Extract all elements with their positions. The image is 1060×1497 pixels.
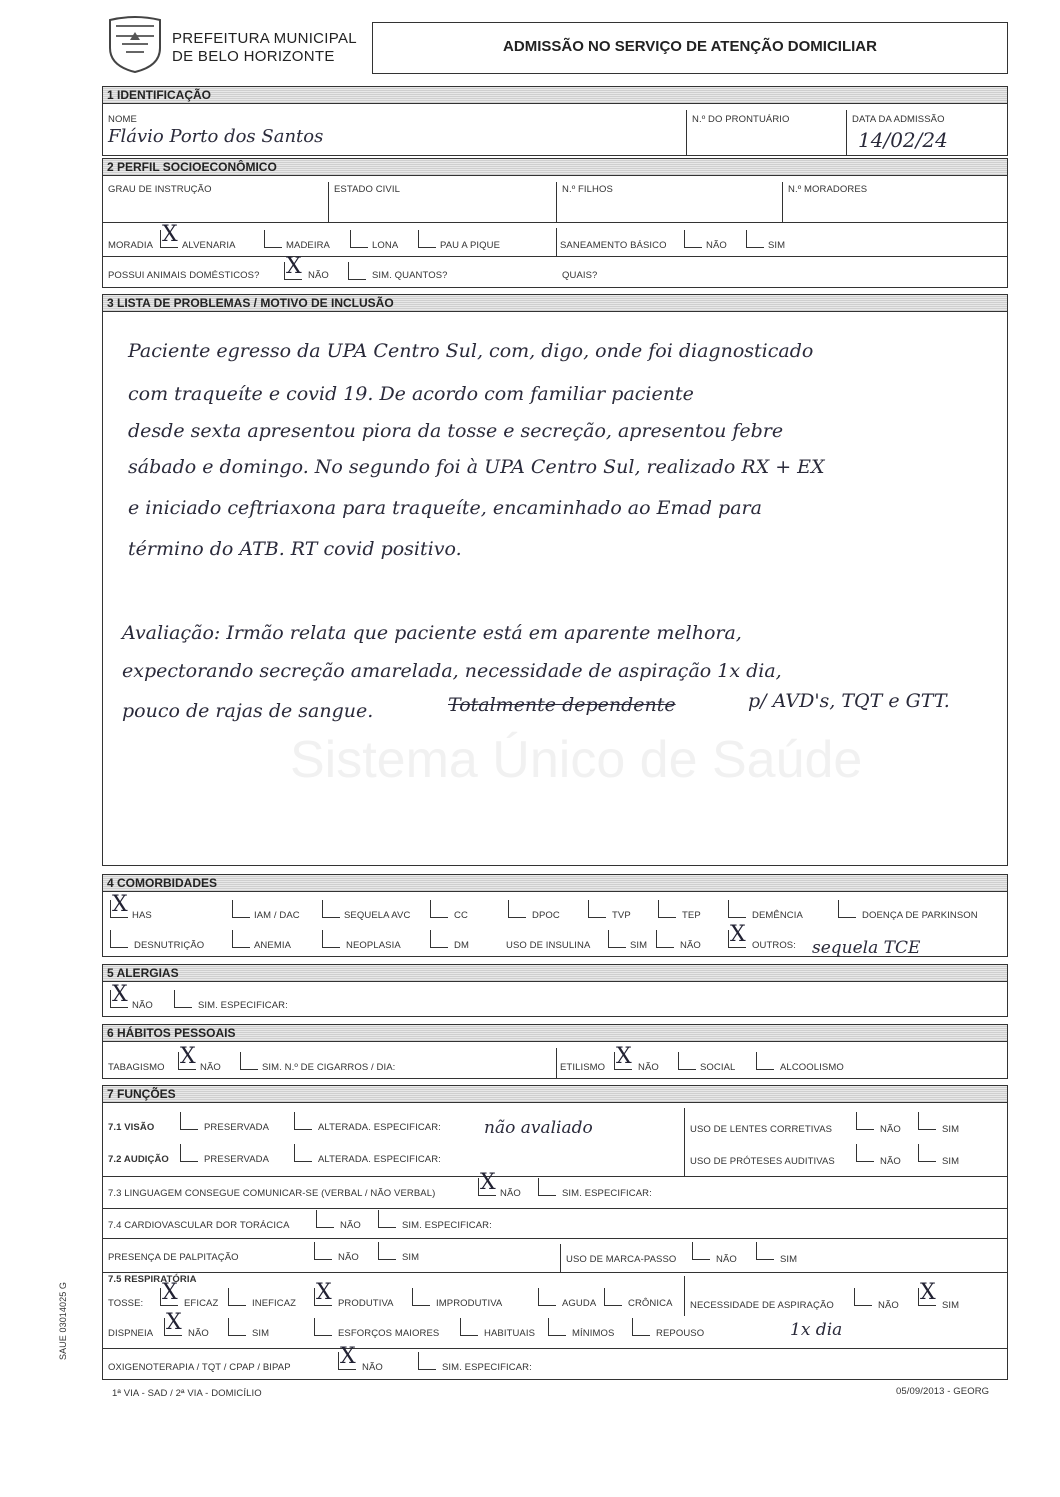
linguagem-nao-label: NÃO xyxy=(500,1188,521,1199)
desnutricao-label: DESNUTRIÇÃO xyxy=(134,940,205,951)
side-code: SAUE 03014025 G xyxy=(58,1281,69,1361)
lentes-label: USO DE LENTES CORRETIVAS xyxy=(690,1124,833,1135)
narrative-line-3: desde sexta apresentou piora da tosse e secreção, apresentou febre xyxy=(128,420,784,442)
tabagismo-nao-label: NÃO xyxy=(200,1062,221,1073)
marcapasso-nao-label: NÃO xyxy=(716,1254,737,1265)
dispneia-label: DISPNEIA xyxy=(108,1328,154,1339)
saneamento-sim-label: SIM xyxy=(768,240,786,251)
watermark-text: Sistema Único de Saúde xyxy=(290,731,863,789)
narrative-line-6: término do ATB. RT covid positivo. xyxy=(128,538,462,560)
saneamento-label: SANEAMENTO BÁSICO xyxy=(560,240,667,251)
animais-label: POSSUI ANIMAIS DOMÉSTICOS? xyxy=(108,270,260,281)
dispneia-minimos-checkbox[interactable] xyxy=(548,1318,566,1336)
tosse-label: TOSSE: xyxy=(108,1298,144,1309)
cardio-label: 7.4 CARDIOVASCULAR DOR TORÁCICA xyxy=(108,1220,290,1231)
cc-checkbox[interactable] xyxy=(430,900,448,918)
alergias-sim-checkbox[interactable] xyxy=(174,990,192,1008)
neoplasia-label: NEOPLASIA xyxy=(346,940,401,951)
narrative-line-4: sábado e domingo. No segundo foi à UPA Centro Sul, realizado RX + EX xyxy=(128,456,825,478)
evaluation-struck-text: Totalmente dependente xyxy=(448,694,676,716)
dispneia-sim-checkbox[interactable] xyxy=(228,1318,246,1336)
madeira-checkbox[interactable] xyxy=(264,230,282,248)
tvp-checkbox[interactable] xyxy=(588,900,606,918)
lentes-nao-label: NÃO xyxy=(880,1124,901,1135)
tosse-produtiva-checkbox[interactable] xyxy=(314,1288,332,1306)
proteses-label: USO DE PRÓTESES AUDITIVAS xyxy=(690,1156,835,1167)
tosse-produtiva-label: PRODUTIVA xyxy=(338,1298,394,1309)
section-perfil-header: 2 PERFIL SOCIOECONÔMICO xyxy=(102,158,1008,176)
form-title: ADMISSÃO NO SERVIÇO DE ATENÇÃO DOMICILIAR xyxy=(503,38,877,55)
marcapasso-sim-checkbox[interactable] xyxy=(756,1242,774,1260)
oxigenoterapia-sim-checkbox[interactable] xyxy=(418,1352,436,1370)
section-habitos-body xyxy=(102,1041,1008,1079)
alergias-nao-label: NÃO xyxy=(132,1000,153,1011)
aspiracao-label: NECESSIDADE DE ASPIRAÇÃO xyxy=(690,1300,834,1311)
aspiracao-nao-checkbox[interactable] xyxy=(854,1288,872,1306)
oxigenoterapia-nao-checkbox[interactable] xyxy=(338,1352,356,1370)
evaluation-line-3-tail: p/ AVD's, TQT e GTT. xyxy=(748,690,950,712)
oxigenoterapia-nao-label: NÃO xyxy=(362,1362,383,1373)
visao-preservada-checkbox[interactable] xyxy=(180,1112,198,1130)
tep-label: TEP xyxy=(682,910,701,921)
section-problemas-header: 3 LISTA DE PROBLEMAS / MOTIVO DE INCLUSÃO xyxy=(102,294,1008,312)
moradia-label: MORADIA xyxy=(108,240,154,251)
dm-label: DM xyxy=(454,940,469,951)
animais-nao-checkbox[interactable] xyxy=(284,262,302,280)
audicao-preservada-label: PRESERVADA xyxy=(204,1154,270,1165)
outros-checkbox[interactable] xyxy=(728,930,746,948)
cardio-sim-checkbox[interactable] xyxy=(378,1210,396,1228)
insulina-nao-label: NÃO xyxy=(680,940,701,951)
dispneia-sim-label: SIM xyxy=(252,1328,270,1339)
neoplasia-checkbox[interactable] xyxy=(322,930,340,948)
linguagem-nao-checkbox[interactable] xyxy=(478,1178,496,1196)
tosse-eficaz-label: EFICAZ xyxy=(184,1298,219,1309)
section-identificacao-header: 1 IDENTIFICAÇÃO xyxy=(102,86,1008,104)
marcapasso-nao-checkbox[interactable] xyxy=(692,1242,710,1260)
tosse-cronica-label: CRÔNICA xyxy=(628,1298,673,1309)
logo xyxy=(104,14,166,74)
nome-value[interactable]: Flávio Porto dos Santos xyxy=(108,126,324,147)
linguagem-sim-label: SIM. ESPECIFICAR: xyxy=(562,1188,652,1199)
audicao-alterada-label: ALTERADA. ESPECIFICAR: xyxy=(318,1154,441,1165)
org-name-line2: DE BELO HORIZONTE xyxy=(172,48,335,65)
pau-a-pique-checkbox[interactable] xyxy=(418,230,436,248)
dispneia-nao-label: NÃO xyxy=(188,1328,209,1339)
etilismo-alcoolismo-label: ALCOOLISMO xyxy=(780,1062,844,1073)
tosse-ineficaz-label: INEFICAZ xyxy=(252,1298,297,1309)
linguagem-sim-checkbox[interactable] xyxy=(538,1178,556,1196)
has-checkbox[interactable] xyxy=(110,900,128,918)
parkinson-label: DOENÇA DE PARKINSON xyxy=(862,910,978,921)
etilismo-social-label: SOCIAL xyxy=(700,1062,736,1073)
sequela-avc-label: SEQUELA AVC xyxy=(344,910,411,921)
visao-alterada-label: ALTERADA. ESPECIFICAR: xyxy=(318,1122,441,1133)
section-habitos-header: 6 HÁBITOS PESSOAIS xyxy=(102,1024,1008,1042)
sequela-avc-checkbox[interactable] xyxy=(322,900,340,918)
tep-checkbox[interactable] xyxy=(658,900,676,918)
animais-sim-checkbox[interactable] xyxy=(348,262,366,280)
lona-label: LONA xyxy=(372,240,399,251)
etilismo-label: ETILISMO xyxy=(560,1062,606,1073)
etilismo-nao-checkbox[interactable] xyxy=(614,1052,632,1070)
parkinson-checkbox[interactable] xyxy=(838,900,856,918)
dispneia-nao-checkbox[interactable] xyxy=(164,1318,182,1336)
saneamento-nao-checkbox[interactable] xyxy=(684,230,702,248)
insulina-label: USO DE INSULINA xyxy=(506,940,591,951)
narrative-line-2: com traqueíte e covid 19. De acordo com familiar paciente xyxy=(128,383,694,405)
footer-code: 05/09/2013 - GEORG xyxy=(896,1386,990,1397)
org-name-line1: PREFEITURA MUNICIPAL xyxy=(172,30,357,47)
dispneia-habituais-checkbox[interactable] xyxy=(460,1318,478,1336)
audicao-alterada-checkbox[interactable] xyxy=(294,1144,312,1162)
anemia-checkbox[interactable] xyxy=(232,930,250,948)
insulina-nao-checkbox[interactable] xyxy=(656,930,674,948)
visao-label: 7.1 VISÃO xyxy=(108,1122,155,1133)
section-comorbidades-header: 4 COMORBIDADES xyxy=(102,874,1008,892)
narrative-line-5: e iniciado ceftriaxona para traqueíte, encaminhado ao Emad para xyxy=(128,497,762,519)
aspiracao-sim-label: SIM xyxy=(942,1300,960,1311)
alergias-nao-checkbox[interactable] xyxy=(110,990,128,1008)
evaluation-line-3: pouco de rajas de sangue. xyxy=(122,700,374,722)
section-funcoes-header: 7 FUNÇÕES xyxy=(102,1085,1008,1103)
insulina-sim-label: SIM xyxy=(630,940,648,951)
proteses-nao-checkbox[interactable] xyxy=(856,1144,874,1162)
animais-sim-quantos-label: SIM. QUANTOS? xyxy=(372,270,448,281)
proteses-nao-label: NÃO xyxy=(880,1156,901,1167)
cardio-sim-label: SIM. ESPECIFICAR: xyxy=(402,1220,492,1231)
lentes-nao-checkbox[interactable] xyxy=(856,1112,874,1130)
marcapasso-sim-label: SIM xyxy=(780,1254,798,1265)
dm-checkbox[interactable] xyxy=(430,930,448,948)
visao-alterada-checkbox[interactable] xyxy=(294,1112,312,1130)
alvenaria-label: ALVENARIA xyxy=(182,240,236,251)
tabagismo-nao-checkbox[interactable] xyxy=(178,1052,196,1070)
palpitacao-nao-label: NÃO xyxy=(338,1252,359,1263)
visao-preservada-label: PRESERVADA xyxy=(204,1122,270,1133)
saneamento-sim-checkbox[interactable] xyxy=(746,230,764,248)
tosse-aguda-checkbox[interactable] xyxy=(538,1288,556,1306)
palpitacao-nao-checkbox[interactable] xyxy=(314,1242,332,1260)
nome-label: NOME xyxy=(108,114,137,125)
dispneia-habituais-label: HABITUAIS xyxy=(484,1328,536,1339)
visao-note[interactable]: não avaliado xyxy=(484,1118,593,1138)
oxigenoterapia-sim-label: SIM. ESPECIFICAR: xyxy=(442,1362,532,1373)
tosse-eficaz-checkbox[interactable] xyxy=(160,1288,178,1306)
alergias-sim-label: SIM. ESPECIFICAR: xyxy=(198,1000,288,1011)
linguagem-label: 7.3 LINGUAGEM CONSEGUE COMUNICAR-SE (VERBAL / NÃO VERBAL) xyxy=(108,1188,436,1199)
tosse-cronica-checkbox[interactable] xyxy=(604,1288,622,1306)
outros-value[interactable]: sequela TCE xyxy=(812,938,921,958)
cardio-nao-label: NÃO xyxy=(340,1220,361,1231)
etilismo-social-checkbox[interactable] xyxy=(678,1052,696,1070)
narrative-line-1: Paciente egresso da UPA Centro Sul, com, digo, onde foi diagnosticado xyxy=(128,340,814,362)
anemia-label: ANEMIA xyxy=(254,940,292,951)
dispneia-esforcos-label: ESFORÇOS MAIORES xyxy=(338,1328,440,1339)
cc-label: CC xyxy=(454,910,468,921)
iam-checkbox[interactable] xyxy=(232,900,250,918)
iam-label: IAM / DAC xyxy=(254,910,300,921)
dispneia-minimos-label: MÍNIMOS xyxy=(572,1328,615,1339)
moradores-label: N.º MORADORES xyxy=(788,184,868,195)
evaluation-line-1: Avaliação: Irmão relata que paciente está em aparente melhora, xyxy=(122,622,742,644)
oxigenoterapia-label: OXIGENOTERAPIA / TQT / CPAP / BIPAP xyxy=(108,1362,291,1373)
tvp-label: TVP xyxy=(612,910,631,921)
lona-checkbox[interactable] xyxy=(350,230,368,248)
respiratoria-label: 7.5 RESPIRATÓRIA xyxy=(108,1274,197,1285)
prontuario-label: N.º DO PRONTUÁRIO xyxy=(692,114,790,125)
aspiracao-sim-checkbox[interactable] xyxy=(918,1288,936,1306)
tosse-aguda-label: AGUDA xyxy=(562,1298,597,1309)
animais-nao-label: NÃO xyxy=(308,270,329,281)
filhos-label: N.º FILHOS xyxy=(562,184,613,195)
dpoc-label: DPOC xyxy=(532,910,560,921)
alvenaria-checkbox[interactable] xyxy=(160,230,178,248)
demencia-label: DEMÊNCIA xyxy=(752,910,803,921)
madeira-label: MADEIRA xyxy=(286,240,330,251)
tabagismo-sim-label: SIM. N.º DE CIGARROS / DIA: xyxy=(262,1062,396,1073)
saneamento-nao-label: NÃO xyxy=(706,240,727,251)
dispneia-repouso-label: REPOUSO xyxy=(656,1328,705,1339)
audicao-preservada-checkbox[interactable] xyxy=(180,1144,198,1162)
tosse-ineficaz-checkbox[interactable] xyxy=(228,1288,246,1306)
section-alergias-body xyxy=(102,981,1008,1017)
section-alergias-header: 5 ALERGIAS xyxy=(102,964,1008,982)
proteses-sim-label: SIM xyxy=(942,1156,960,1167)
proteses-sim-checkbox[interactable] xyxy=(918,1144,936,1162)
tosse-improdutiva-label: IMPRODUTIVA xyxy=(436,1298,503,1309)
dispneia-esforcos-checkbox[interactable] xyxy=(314,1318,332,1336)
tosse-improdutiva-checkbox[interactable] xyxy=(412,1288,430,1306)
demencia-checkbox[interactable] xyxy=(728,900,746,918)
lentes-sim-checkbox[interactable] xyxy=(918,1112,936,1130)
outros-label: OUTROS: xyxy=(752,940,796,951)
aspiracao-nao-label: NÃO xyxy=(878,1300,899,1311)
palpitacao-sim-label: SIM xyxy=(402,1252,420,1263)
footer-vias: 1ª VIA - SAD / 2ª VIA - DOMICÍLIO xyxy=(112,1388,262,1399)
palpitacao-label: PRESENÇA DE PALPITAÇÃO xyxy=(108,1252,239,1263)
data-admissao-label: DATA DA ADMISSÃO xyxy=(852,114,945,125)
marcapasso-label: USO DE MARCA-PASSO xyxy=(566,1254,677,1265)
estado-civil-label: ESTADO CIVIL xyxy=(334,184,400,195)
insulina-sim-checkbox[interactable] xyxy=(608,930,626,948)
pau-a-pique-label: PAU A PIQUE xyxy=(440,240,501,251)
etilismo-alcoolismo-checkbox[interactable] xyxy=(756,1052,774,1070)
lentes-sim-label: SIM xyxy=(942,1124,960,1135)
grau-instrucao-label: GRAU DE INSTRUÇÃO xyxy=(108,184,212,195)
tabagismo-sim-checkbox[interactable] xyxy=(240,1052,258,1070)
aspiracao-note[interactable]: 1x dia xyxy=(790,1320,843,1340)
data-admissao-value[interactable]: 14/02/24 xyxy=(858,128,948,152)
has-label: HAS xyxy=(132,910,152,921)
etilismo-nao-label: NÃO xyxy=(638,1062,659,1073)
dispneia-repouso-checkbox[interactable] xyxy=(632,1318,650,1336)
tabagismo-label: TABAGISMO xyxy=(108,1062,165,1073)
audicao-label: 7.2 AUDIÇÃO xyxy=(108,1154,169,1165)
quais-label: QUAIS? xyxy=(562,270,598,281)
evaluation-line-2: expectorando secreção amarelada, necessidade de aspiração 1x dia, xyxy=(122,660,782,682)
dpoc-checkbox[interactable] xyxy=(508,900,526,918)
palpitacao-sim-checkbox[interactable] xyxy=(378,1242,396,1260)
cardio-nao-checkbox[interactable] xyxy=(316,1210,334,1228)
